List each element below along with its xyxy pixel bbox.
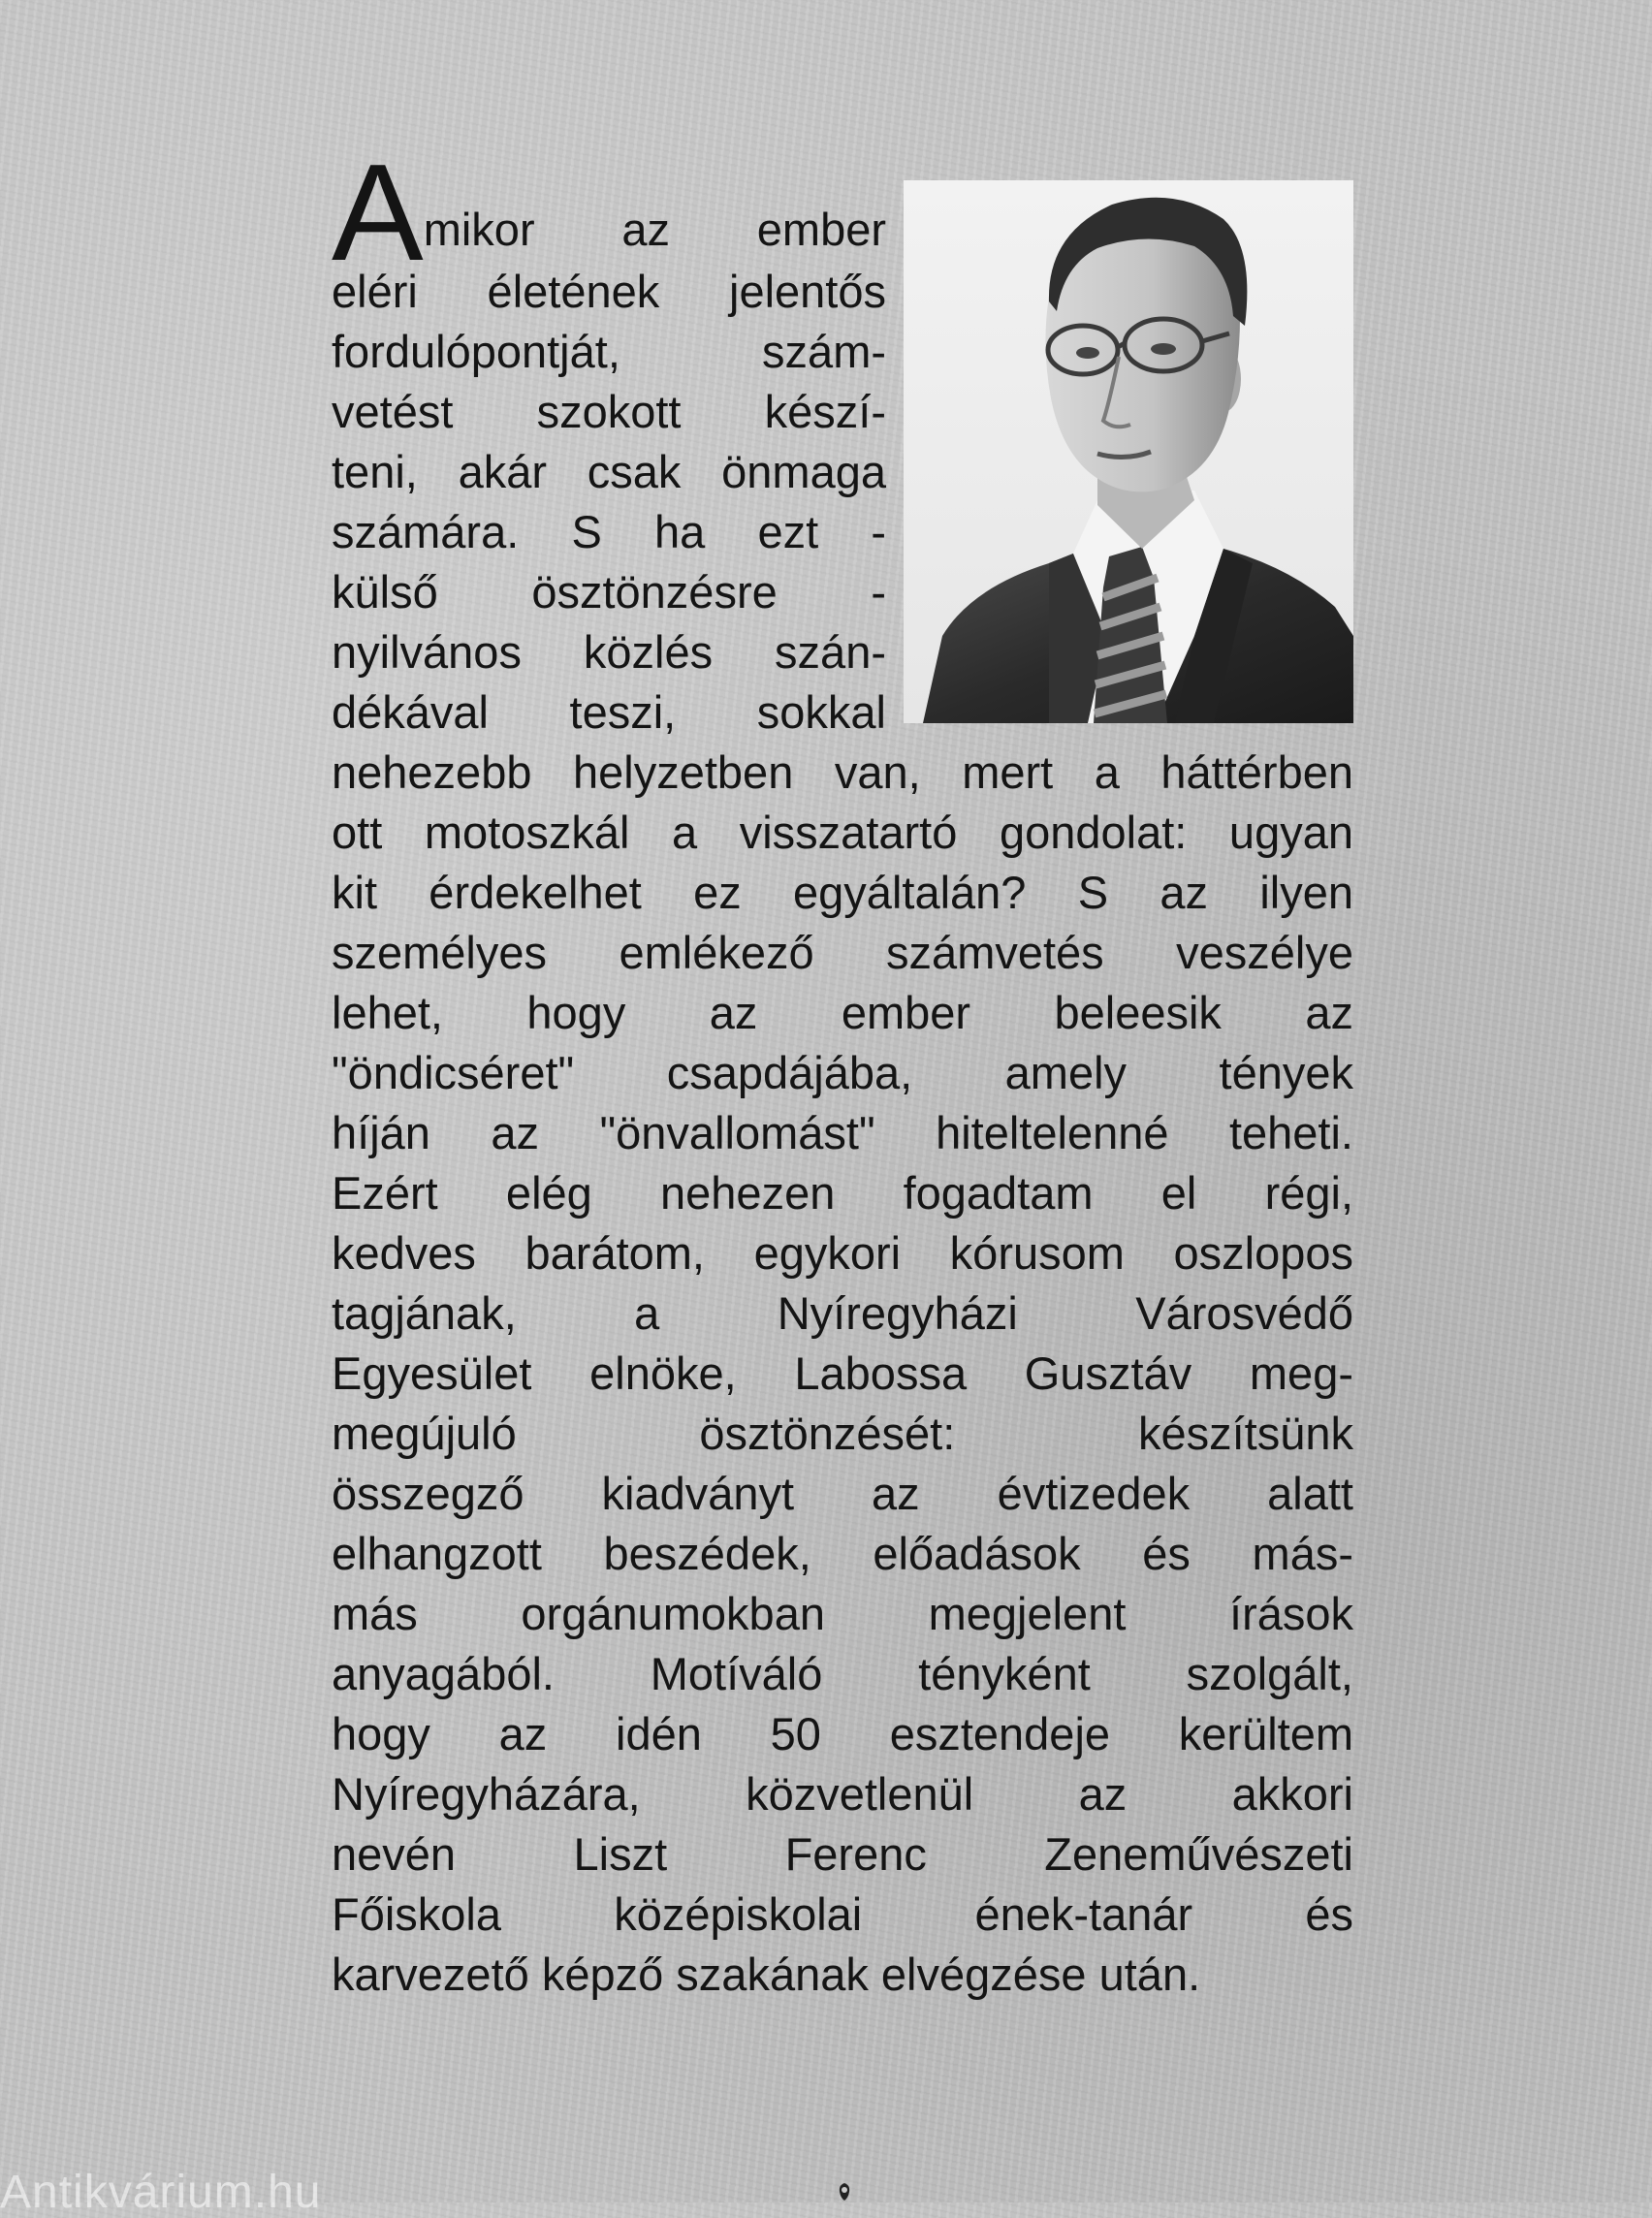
text-line: más orgánumokban megjelent írások	[332, 1588, 1353, 1639]
text-line: eléri életének jelentős	[332, 266, 886, 317]
watermark: Antikvárium.hu	[0, 2167, 322, 2218]
publisher-mark-icon	[834, 2181, 855, 2202]
text-line: kedves barátom, egykori kórusom oszlopos	[332, 1227, 1353, 1279]
text-line: személyes emlékező számvetés veszélye	[332, 927, 1353, 978]
text-line: vetést szokott készí-	[332, 386, 886, 437]
text-line: karvezető képző szakának elvégzése után.	[332, 1949, 1201, 2000]
text-line: hogy az idén 50 esztendeje kerültem	[332, 1708, 1353, 1759]
text-line: Ezért elég nehezen fogadtam el régi,	[332, 1167, 1353, 1219]
text-line: anyagából. Motíváló tényként szolgált,	[332, 1648, 1353, 1699]
first-line-text: mikor az ember	[423, 204, 886, 255]
text-line: összegző kiadványt az évtizedek alatt	[332, 1468, 1353, 1519]
text-line: nehezebb helyzetben van, mert a háttérben	[332, 746, 1353, 798]
first-line	[332, 163, 886, 262]
text-line: "öndicséret" csapdájába, amely tények	[332, 1047, 1353, 1098]
text-line: elhangzott beszédek, előadások és más-	[332, 1528, 1353, 1579]
text-line: Egyesület elnöke, Labossa Gusztáv meg-	[332, 1347, 1353, 1399]
text-line: tagjának, a Nyíregyházi Városvédő	[332, 1287, 1353, 1339]
text-line: nyilvános közlés szán-	[332, 626, 886, 678]
text-line: ott motoszkál a visszatartó gondolat: ugyan	[332, 807, 1353, 858]
body-text	[332, 163, 1357, 2005]
text-line: megújuló ösztönzését: készítsünk	[332, 1408, 1353, 1459]
text-line: külső ösztönzésre -	[332, 566, 886, 618]
text-line: híján az "önvallomást" hiteltelenné teheti.	[332, 1107, 1353, 1158]
text-line: nevén Liszt Ferenc Zeneművészeti	[332, 1828, 1353, 1880]
text-line: dékával teszi, sokkal	[332, 686, 886, 738]
text-line: Főiskola középiskolai ének-tanár és	[332, 1888, 1353, 1940]
text-line: számára. S ha ezt -	[332, 506, 886, 557]
text-line: lehet, hogy az ember beleesik az	[332, 987, 1353, 1038]
text-line: teni, akár csak önmaga	[332, 446, 886, 497]
text-line: kit érdekelhet ez egyáltalán? S az ilyen	[332, 867, 1353, 918]
drop-cap: A	[332, 163, 422, 262]
text-line: fordulópontját, szám-	[332, 326, 886, 377]
text-line: Nyíregyházára, közvetlenül az akkori	[332, 1768, 1353, 1820]
